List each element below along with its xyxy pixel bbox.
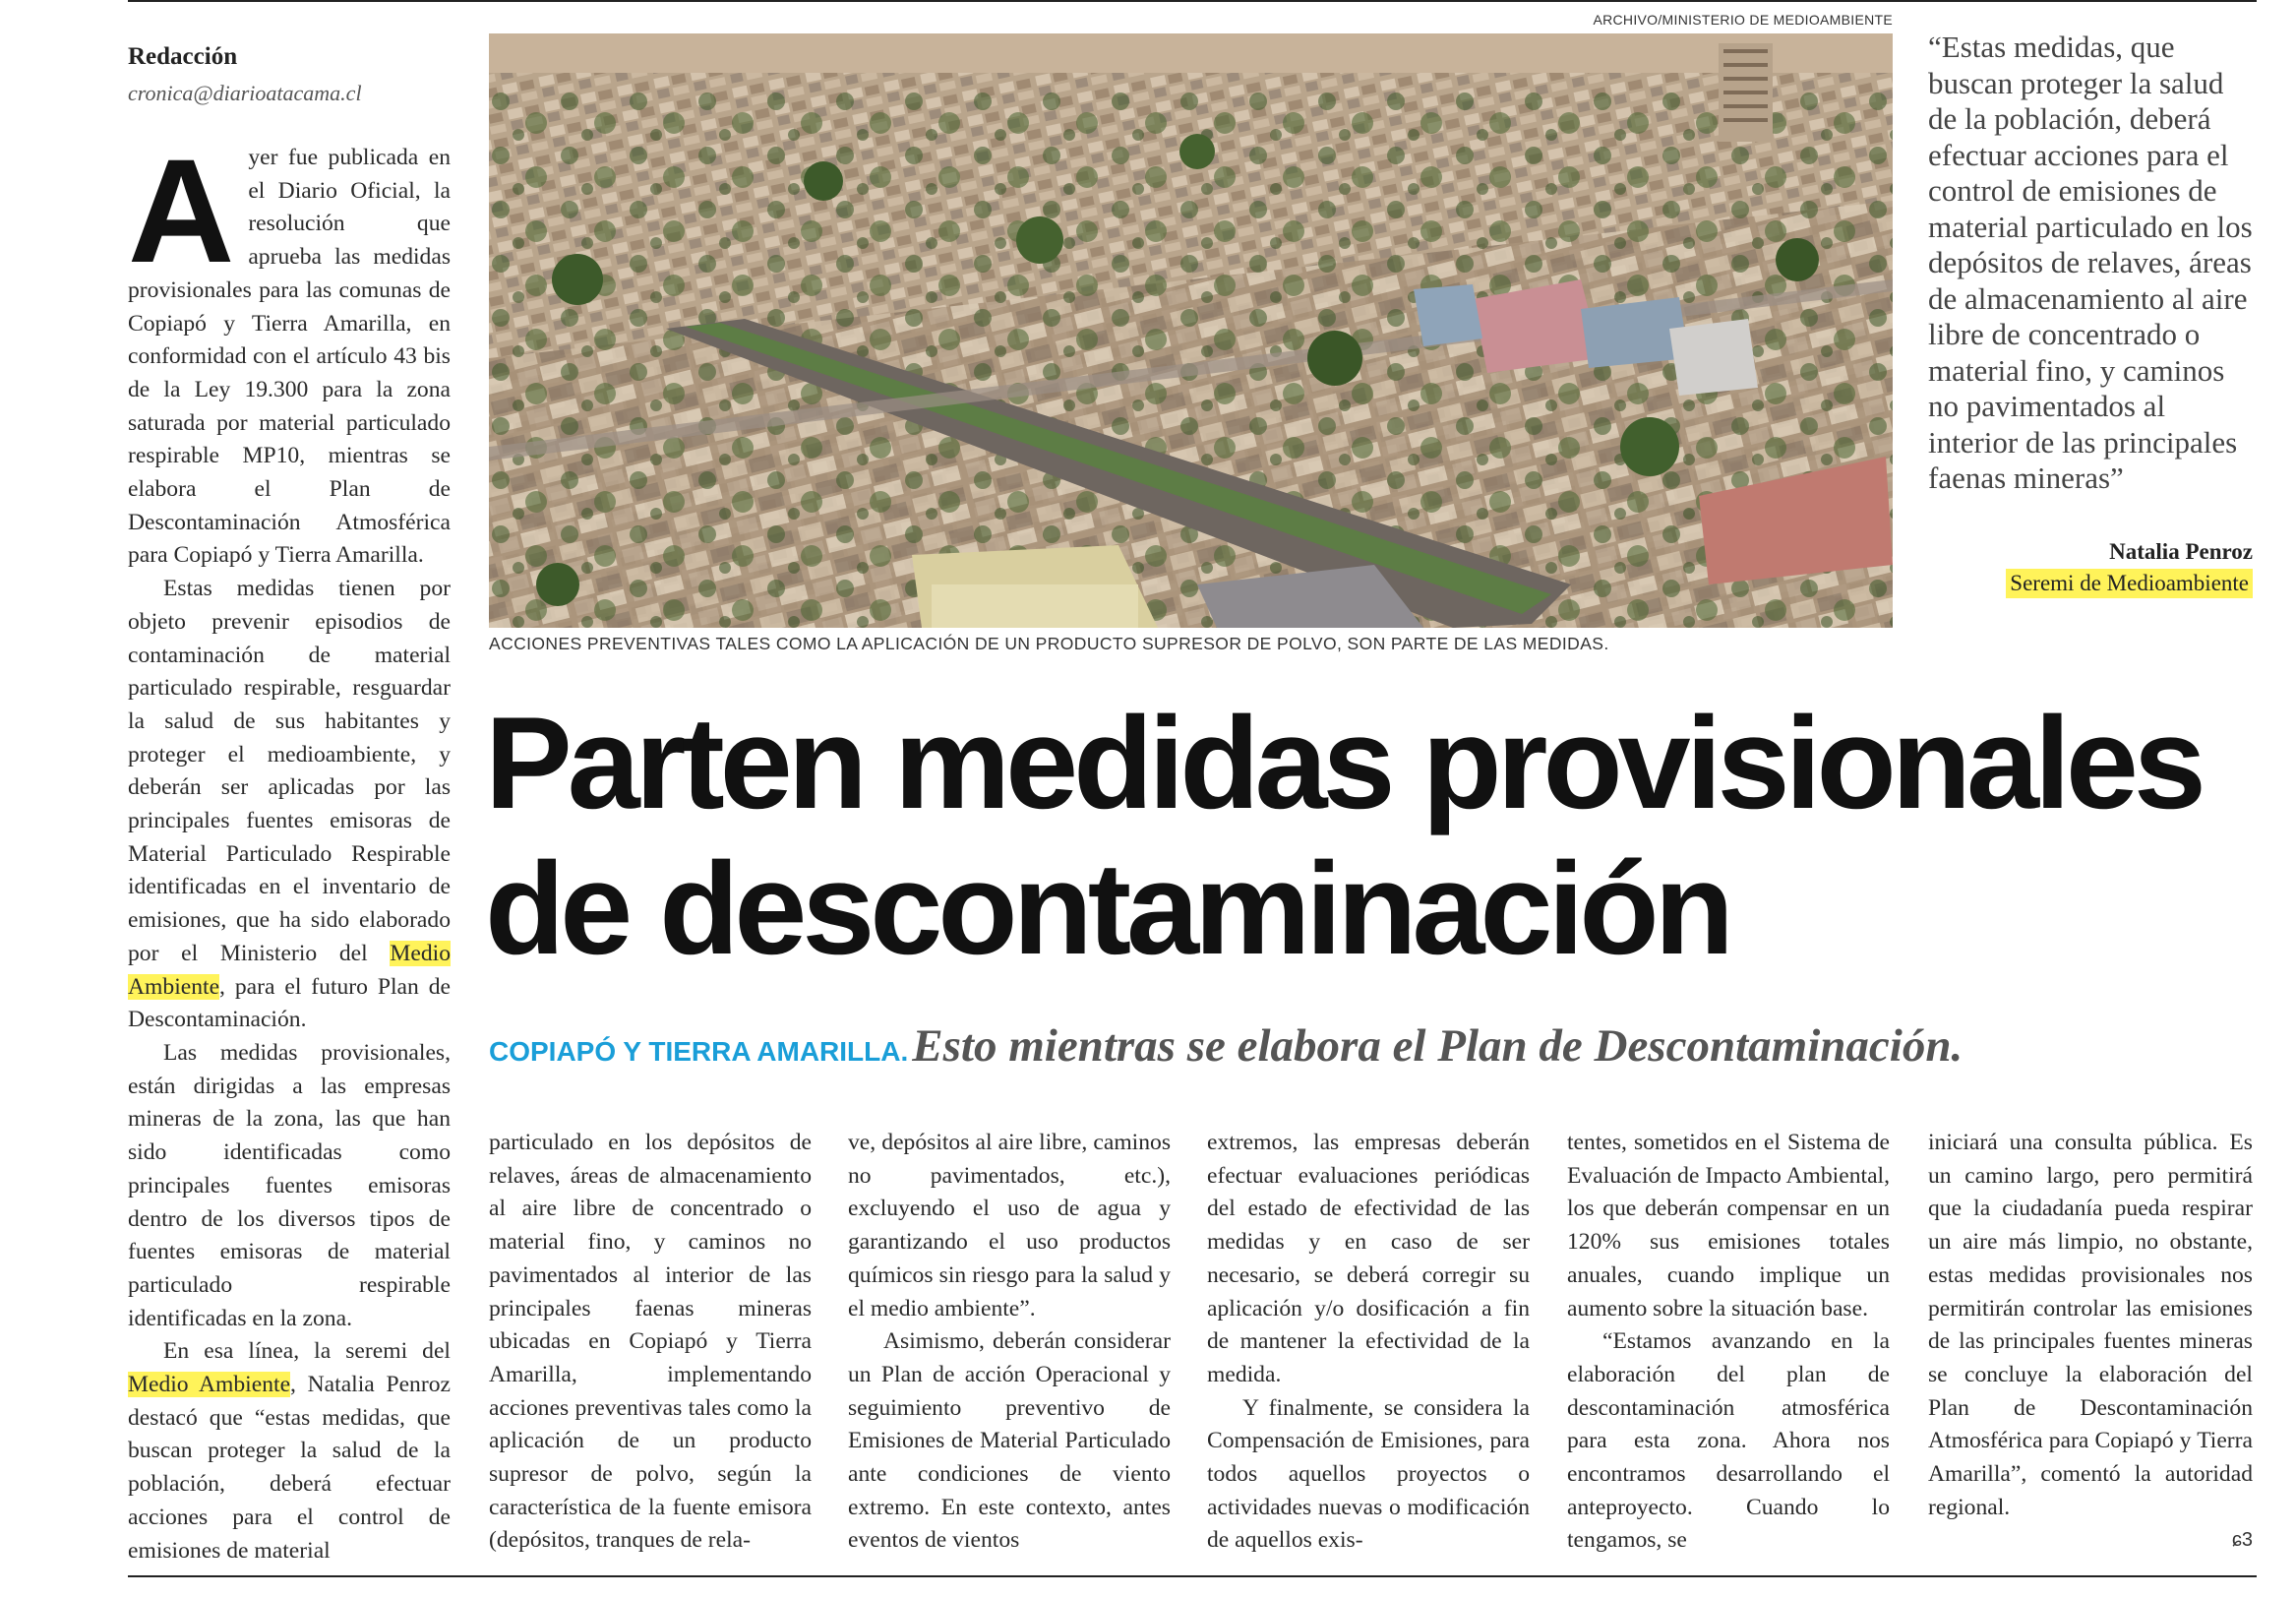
author-email: cronica@diarioatacama.cl: [128, 81, 362, 105]
paragraph-text: , Natalia Penroz destacó que “estas medidas, que buscan proteger la salud de la población, deberá efectuar acciones para el control de emisiones de material: [128, 1372, 451, 1564]
quote-author: Natalia Penroz: [2109, 539, 2253, 564]
body-column-5: [1567, 1127, 1890, 1558]
top-rule: [128, 0, 2257, 2]
kicker: [489, 1019, 2260, 1073]
bottom-rule: [128, 1575, 2257, 1577]
body-column-1: [128, 128, 451, 1567]
paragraph-text: En esa línea, la seremi del: [163, 1338, 451, 1365]
drop-cap: A: [128, 128, 235, 293]
paragraph: particulado en los depósitos de relaves, áreas de almacenamiento al aire libre de concentrado o material fino, y caminos no pavimentados al interior de las principales faenas mineras ubicadas en Copiapó y Tierra Amarilla, implementando acciones preventivas tales como la aplicación de un producto supresor de polvo, según la característica de la fuente emisora (depósitos, tranques de rela-: [489, 1130, 812, 1554]
headline: Parten medidas provisionales de descontaminación: [485, 691, 2202, 982]
paragraph-text: yer fue publicada en el Diario Oficial, la resolución que aprueba las medidas provisionales para las comunas de Copiapó y Tierra Amarilla, en conformidad con el artículo 43 bis de la Ley 19.300 para la zona saturada por material particulado respirable MP10, mientras se elabora el Plan de Descontaminación Atmosférica para Copiapó y Tierra Amarilla.: [128, 145, 451, 569]
body-column-2: [489, 1127, 812, 1558]
paragraph: Las medidas provisionales, están dirigidas a las empresas mineras de la zona, las que han sido identificadas como principales fuentes emisoras dentro de los diversos tipos de fuentes emisoras de material particulado respirable identificadas en la zona.: [128, 1039, 451, 1331]
paragraph: Y finalmente, se considera la Compensación de Emisiones, para todos aquellos proyectos o actividades nuevas o modificación de aquellos exis-: [1207, 1394, 1530, 1554]
kicker-location: COPIAPÓ Y TIERRA AMARILLA.: [489, 1036, 909, 1067]
paragraph: ve, depósitos al aire libre, caminos no pavimentados, etc.), excluyendo el uso de agua y garantizando el uso productos químicos sin riesgo para la salud y el medio ambiente”.: [848, 1130, 1171, 1321]
paragraph-text: , para el futuro Plan de Descontaminación.: [128, 973, 451, 1033]
highlight-medio-ambiente: Medio Ambiente: [128, 940, 451, 1000]
paragraph-text: Estas medidas tienen por objeto prevenir episodios de contaminación de material particulado respirable, resguardar la salud de sus habitantes y proteger el medioambiente, y deberán ser aplicadas por las principales fuentes emisoras de Material Particulado Respirable identificadas en el inventario de emisiones, que ha sido elaborado por el Ministerio del: [128, 576, 451, 966]
paragraph: tentes, sometidos en el Sistema de Evaluación de Impacto Ambiental, los que deberán compensar en un 120% sus emisiones totales anuales, cuando implique un aumento sobre la situación base.: [1567, 1130, 1890, 1321]
deck-text: Esto mientras se elabora el Plan de Descontaminación.: [912, 1020, 1964, 1072]
paragraph: Asimismo, deberán considerar un Plan de acción Operacional y seguimiento preventivo de Emisiones de Material Particulado ante condiciones de viento extremo. En este contexto, antes eventos de vientos: [848, 1328, 1171, 1554]
end-mark-icon: ɕ3: [2231, 1529, 2253, 1552]
paragraph: [128, 128, 451, 573]
quote-role: Seremi de Medioambiente: [2006, 569, 2253, 598]
paragraph: [128, 1335, 451, 1567]
paragraph: iniciará una consulta pública. Es un camino largo, pero permitirá que la ciudadanía pueda respirar un aire más limpio, no obstante, estas medidas provisionales nos permitirán controlar las emisiones de las principales fuentes mineras se concluye la elaboración del Plan de Descontaminación Atmosférica para Copiapó y Tierra Amarilla”, comentó la autoridad regional.: [1928, 1130, 2253, 1520]
photo-credit: ARCHIVO/MINISTERIO DE MEDIOAMBIENTE: [1593, 12, 1893, 28]
photo-caption: ACCIONES PREVENTIVAS TALES COMO LA APLICACIÓN DE UN PRODUCTO SUPRESOR DE POLVO, SON PARTE DE LAS MEDIDAS.: [489, 634, 1609, 653]
paragraph: “Estamos avanzando en la elaboración del plan de descontaminación atmosférica para esta zona. Ahora nos encontramos desarrollando el anteproyecto. Cuando lo tengamos, se: [1567, 1328, 1890, 1554]
paragraph: [128, 573, 451, 1037]
byline: [128, 43, 462, 106]
paragraph: extremos, las empresas deberán efectuar evaluaciones periódicas del estado de efectividad de las medidas y en caso de ser necesario, se deberá corregir su aplicación y/o dosificación a fin de mantener la efectividad de la medida.: [1207, 1130, 1530, 1387]
body-column-4: [1207, 1127, 1530, 1558]
author-name: Redacción: [128, 43, 238, 70]
aerial-city-photo: [489, 33, 1893, 628]
body-column-3: [848, 1127, 1171, 1558]
body-column-6: [1928, 1127, 2253, 1558]
pull-quote: “Estas medidas, que buscan proteger la salud de la población, deberá efectuar acciones para el control de emisiones de material particulado en los depósitos de relaves, áreas de almacenamiento al aire libre de concentrado o material fino, y caminos no pavimentados al interior de las principales faenas mineras”: [1928, 30, 2253, 495]
highlight-medio-ambiente: Medio Ambiente: [128, 1372, 291, 1398]
